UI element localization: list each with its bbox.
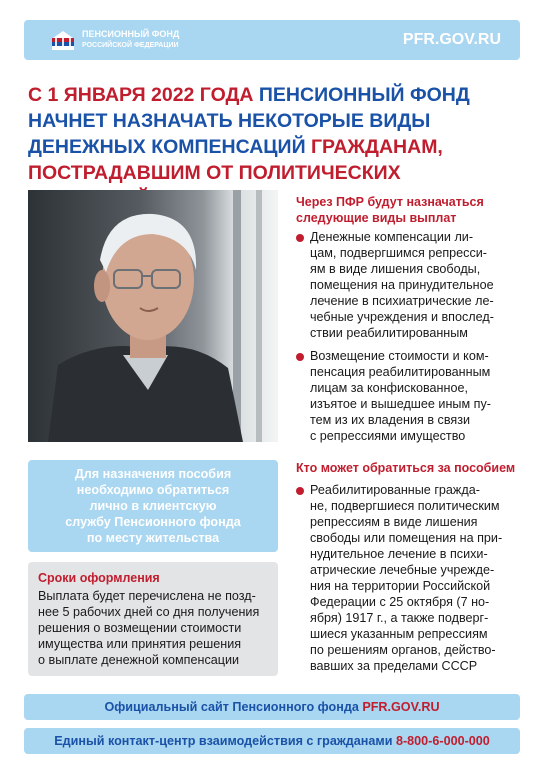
- header-site-link[interactable]: PFR.GOV.RU: [402, 31, 501, 48]
- title-seg: НАЧНЕТ НАЗНАЧАТЬ НЕКОТОРЫЕ ВИДЫ: [28, 110, 431, 132]
- terms-text: [38, 588, 278, 668]
- title-seg: С 1 ЯНВАРЯ 2022 ГОДА: [28, 84, 259, 106]
- payments-heading-line: следующие виды выплат: [296, 211, 457, 225]
- who-bullet: [296, 482, 502, 674]
- bullet-line: по решениям органов, действо-: [310, 643, 496, 657]
- terms-line: имущества или принятия решения: [38, 637, 242, 651]
- terms-box: [28, 562, 278, 676]
- pfr-logo-icon: [50, 27, 76, 53]
- apply-line: службу Пенсионного фонда: [65, 515, 241, 529]
- bullet-line: пенсация реабилитированным: [310, 365, 491, 379]
- bullet-line: тем из их владения в связи: [310, 413, 471, 427]
- bullet-line: чебные учреждения и впослед-: [310, 310, 494, 324]
- payments-heading: [296, 194, 484, 226]
- footer-contact-bar: [24, 728, 520, 754]
- apply-info-box: [28, 460, 278, 552]
- title-seg: ГРАЖДАНАМ,: [311, 136, 443, 158]
- payment-bullet-property: [296, 348, 491, 444]
- elderly-man-photo: [28, 190, 278, 442]
- bullet-line: ствии реабилитированным: [310, 326, 468, 340]
- photo-illustration: [28, 190, 278, 442]
- title-seg: ПЕНСИОННЫЙ ФОНД: [258, 84, 470, 106]
- bullet-line: лицам за конфискованное,: [310, 381, 468, 395]
- title-line-1: [28, 82, 528, 108]
- bullet-line: атрические лечебные учрежде-: [310, 563, 495, 577]
- bullet-line: вавших за пределами СССР: [310, 659, 478, 673]
- bullet-line: цам, подвергшимся репресси-: [310, 246, 487, 260]
- bullet-line: шиеся указанным репрессиям: [310, 627, 488, 641]
- footer-site-label: Официальный сайт Пенсионного фонда: [104, 700, 363, 714]
- terms-line: решения о возмещении стоимости: [38, 621, 242, 635]
- title-line-2: [28, 108, 528, 134]
- terms-line: о выплате денежной компенсации: [38, 653, 240, 667]
- bullet-line: с репрессиями имущество: [310, 429, 466, 443]
- who-heading: Кто может обратиться за пособием: [296, 461, 516, 475]
- payment-bullet-compensation: [296, 229, 494, 341]
- bullet-line: Федерации с 25 октября (7 но-: [310, 595, 490, 609]
- bullet-line: ям в виде лишения свободы,: [310, 262, 481, 276]
- footer-site-link[interactable]: PFR.GOV.RU: [362, 700, 440, 714]
- bullet-line: нудительное лечение в психи-: [310, 547, 488, 561]
- bullet-line: не, подвергшиеся политическим: [310, 499, 500, 513]
- title-seg: ПОСТРАДАВШИМ ОТ ПОЛИТИЧЕСКИХ: [28, 162, 401, 184]
- apply-line: лично в клиентскую: [89, 499, 217, 513]
- logo-line-2: РОССИЙСКОЙ ФЕДЕРАЦИИ: [82, 42, 179, 49]
- terms-line: нее 5 рабочих дней со дня получения: [38, 605, 260, 619]
- bullet-line: свободы или помещения на при-: [310, 531, 503, 545]
- bullet-line: репрессиям в виде лишения: [310, 515, 478, 529]
- apply-line: по месту жительства: [86, 531, 220, 545]
- bullet-line: ния на территории Российской: [310, 579, 491, 593]
- title-line-3: [28, 134, 528, 160]
- apply-line: необходимо обратиться: [76, 483, 230, 497]
- bullet-line: лечение в психиатрические ле-: [310, 294, 494, 308]
- bullet-line: помещения на принудительное: [310, 278, 494, 292]
- payments-heading-line: Через ПФР будут назначаться: [296, 195, 484, 209]
- bullet-line: изъятое и вышедшее иным пу-: [310, 397, 491, 411]
- logo-line-1: ПЕНСИОННЫЙ ФОНД: [82, 29, 180, 39]
- title-seg: ДЕНЕЖНЫХ КОМПЕНСАЦИЙ: [28, 136, 311, 158]
- logo-text: [82, 29, 179, 51]
- footer-phone-link[interactable]: 8-800-6-000-000: [395, 734, 490, 748]
- footer-contact-label: Единый контакт-центр взаимодействия с гражданами: [54, 734, 396, 748]
- bullet-line: Денежные компенсации ли-: [310, 230, 474, 244]
- apply-line: Для назначения пособия: [74, 467, 232, 481]
- bullet-line: ября) 1917 г., а также подверг-: [310, 611, 489, 625]
- footer-site-bar: [24, 694, 520, 720]
- bullet-line: Возмещение стоимости и ком-: [310, 349, 489, 363]
- terms-heading: Сроки оформления: [38, 571, 160, 585]
- terms-line: Выплата будет перечислена не позд-: [38, 589, 256, 603]
- bullet-line: Реабилитированные гражда-: [310, 483, 480, 497]
